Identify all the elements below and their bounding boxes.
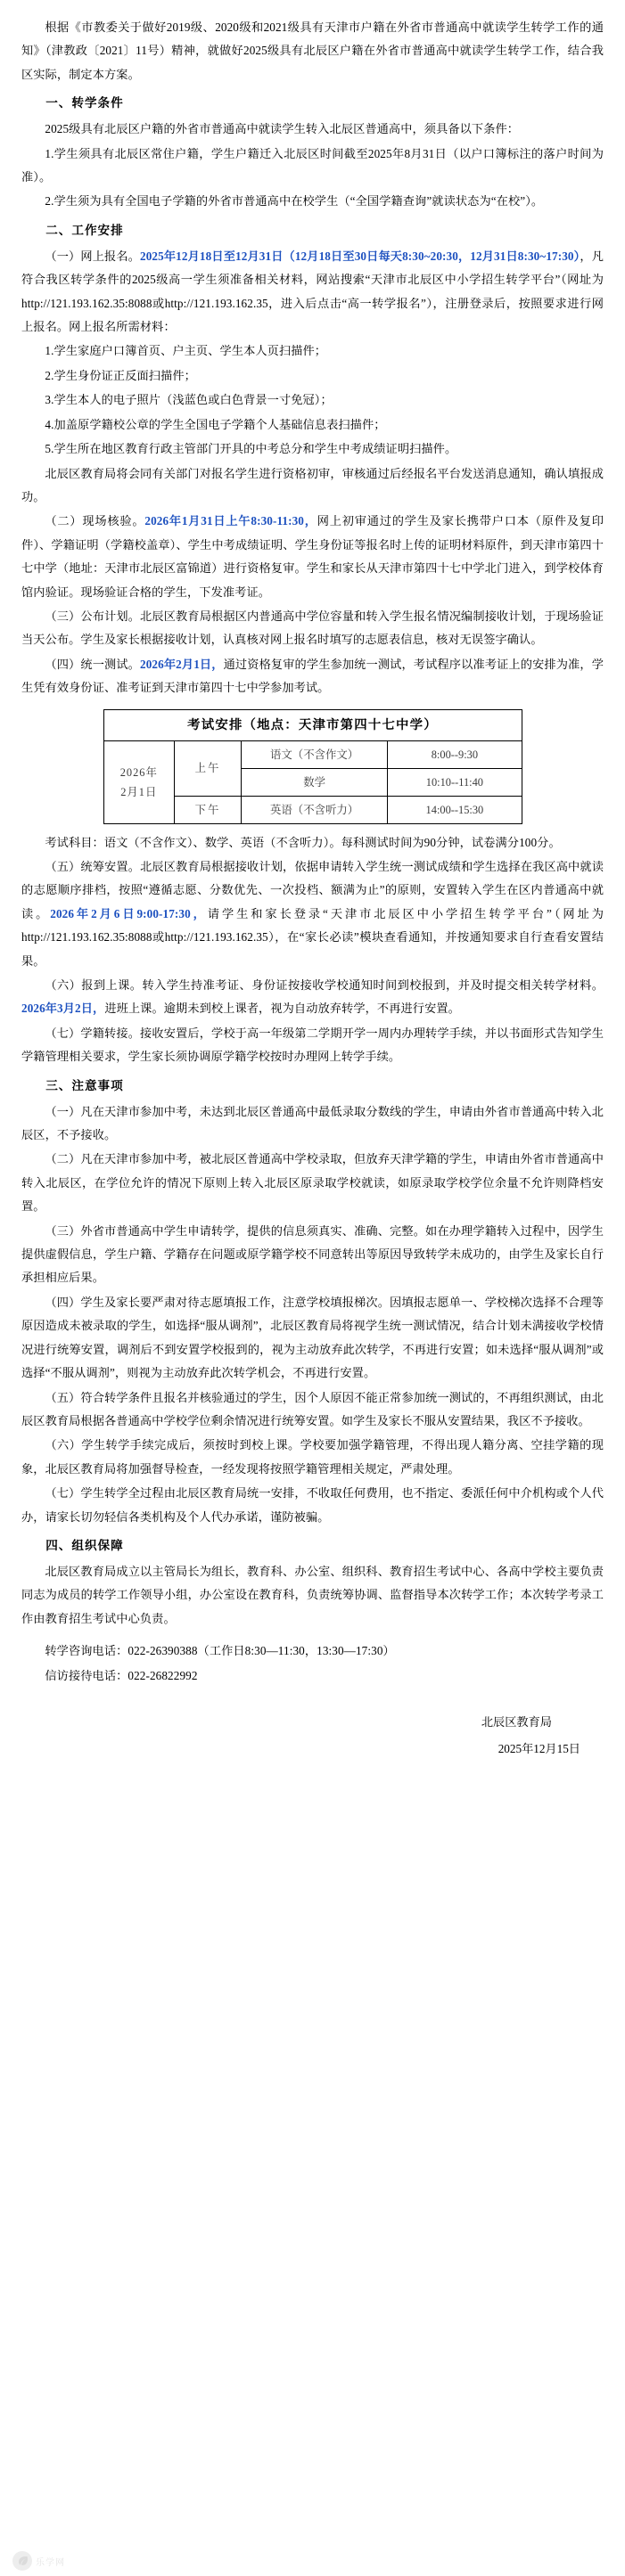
item1-date-highlight: 2025年12月18日至12月31日（12月18日至30日每天8:30~20:30，12月31日8:30~17:30） — [140, 249, 580, 263]
item2-date-highlight: 2026年1月31日上午8:30-11:30， — [144, 514, 317, 528]
exam-table-title: 考试安排（地点：天津市第四十七中学） — [103, 709, 522, 740]
exam-time-chinese: 8:00--9:30 — [388, 740, 522, 768]
watermark-text: 乐学网 — [36, 2557, 65, 2568]
item6-prefix: （六）报到上课。 — [45, 978, 143, 992]
complaint-phone: 信访接待电话：022-26822992 — [45, 1668, 198, 1682]
material-item-5: 5.学生所在地区教育行政主管部门开具的中考总分和学生中考成绩证明扫描件。 — [45, 442, 457, 456]
item1-prefix: （一）网上报名。 — [45, 249, 141, 263]
materials-note: 北辰区教育局将会同有关部门对报名学生进行资格初审，审核通过后经报名平台发送消息通知，确认填报成功。 — [21, 466, 604, 503]
issue-date: 2025年12月15日 — [498, 1741, 580, 1755]
contact-block — [21, 1640, 604, 1688]
exam-time-math: 10:10--11:40 — [388, 768, 522, 796]
exam-subject-english: 英语（不含听力） — [241, 796, 387, 823]
exam-date-cell — [103, 740, 175, 823]
leaf-logo-icon — [12, 2551, 32, 2571]
item1-rest: ，凡符合我区转学条件的2025级高一学生须准备相关材料，网站搜索“天津市北辰区中小学招生转学平台”（网址为http://121.193.162.35:8088或http://121.193.162.35，进入后点击“高一转学报名”），注册登录后，按照要求进行网上报名。网上报名所需材料： — [21, 249, 604, 334]
consultation-phone: 转学咨询电话：022-26390388（工作日8:30—11:30，13:30—17:30） — [45, 1644, 395, 1658]
section1-item-2: 2.学生须为具有全国电子学籍的外省市普通高中在校学生（“全国学籍查询”就读状态为“在校”）。 — [45, 194, 544, 209]
item2-prefix: （二）现场核验。 — [45, 514, 145, 528]
section-heading-2: 二、工作安排 — [45, 223, 124, 238]
section3-item-4: （四）学生及家长要严肃对待志愿填报工作，注意学校填报梯次。因填报志愿单一、学校梯次选择不合理等原因造成未被录取的学生，如选择“服从调剂”，北辰区教育局将视学生统一测试情况，结合计划未满接收学校情况进行统筹安置，调剂后不到安置学校报到的，视为主动放弃此次转学，不再进行安置；如未选择“服从调剂”或选择“不服从调剂”，则视为主动放弃此次转学机会，不再进行安置。 — [21, 1295, 604, 1380]
item4-date-highlight: 2026年2月1日， — [140, 657, 224, 671]
exam-subject-chinese: 语文（不含作文） — [241, 740, 387, 768]
exam-schedule-table-wrapper — [21, 709, 604, 824]
material-item-1: 1.学生家庭户口簿首页、户主页、学生本人页扫描件； — [45, 344, 327, 358]
table-title-row — [103, 709, 522, 740]
section-heading-1: 一、转学条件 — [45, 96, 124, 111]
item4-rest: 通过资格复审的学生参加统一测试，考试程序以准考证上的安排为准，学生凭有效身份证、准考证到天津市第四十七中学参加考试。 — [21, 657, 604, 695]
exam-schedule-table — [103, 709, 522, 824]
section2-item-3: （三）公布计划。北辰区教育局根据区内普通高中学位容量和转入学生报名情况编制接收计划，于现场验证当天公布。学生及家长根据接收计划，认真核对网上报名时填写的志愿表信息，核对无误签字确认。 — [21, 609, 604, 647]
section2-item-1 — [21, 245, 604, 339]
item4-prefix: （四）统一测试。 — [45, 657, 140, 671]
item6-date-highlight: 2026年3月2日， — [21, 1002, 105, 1016]
item5-rest: 请学生和家长登录“天津市北辰区中小学招生转学平台”（网址为http://121.193.162.35:8088或http://121.193.162.35），在“家长必读”模块查看通知，并按通知要求自行查看安置结果。 — [21, 906, 604, 968]
section3-item-3: （三）外省市普通高中学生申请转学，提供的信息须真实、准确、完整。如在办理学籍转入过程中，因学生提供虚假信息，学生户籍、学籍存在问题或原学籍学校不同意转出等原因导致转学未成功的，由学生及家长自行承担相应后果。 — [21, 1223, 604, 1285]
item5-before: 北辰区教育局根据接收计划，依据申请转入学生统一测试成绩和学生选择在我区高中就读的志愿顺序排档，按照“遵循志愿、分数优先、一次投档、额满为止”的原则，安置转入学生在区内普通高中就读。 — [21, 859, 604, 920]
section4-body: 北辰区教育局成立以主管局长为组长，教育科、办公室、组织科、教育招生考试中心、各高中学校主要负责同志为成员的转学工作领导小组，办公室设在教育科，负责统筹协调、监督指导本次转学工作；本次转学考录工作由教育招生考试中心负责。 — [21, 1564, 604, 1625]
section2-item-2 — [21, 510, 604, 604]
issuer-signature: 北辰区教育局 — [481, 1714, 552, 1729]
table-row — [103, 740, 522, 768]
item6-before: 转入学生持准考证、身份证按接收学校通知时间到校报到，并及时提交相关转学材料。 — [142, 978, 604, 992]
exam-date-line-2: 2月1日 — [120, 785, 158, 798]
material-item-2: 2.学生身份证正反面扫描件； — [45, 368, 196, 382]
section2-item-6 — [21, 974, 604, 1021]
section3-item-5: （五）符合转学条件且报名并核验通过的学生，因个人原因不能正常参加统一测试的，不再组织测试，由北辰区教育局根据各普通高中学校学位剩余情况进行统筹安置。如学生及家长不服从安置结果，我区不予接收。 — [21, 1390, 604, 1427]
exam-halfday-morning: 上午 — [175, 740, 242, 796]
section-heading-3: 三、注意事项 — [45, 1078, 124, 1093]
section3-item-7: （七）学生转学全过程由北辰区教育局统一安排，不收取任何费用，也不指定、委派任何中介机构或个人代办，请家长切勿轻信各类机构及个人代办承诺，谨防被骗。 — [21, 1486, 604, 1524]
section1-item-1: 1.学生须具有北辰区常住户籍，学生户籍迁入北辰区时间截至2025年8月31日（以户口簿标注的落户时间为准）。 — [21, 146, 604, 184]
section2-item-7: （七）学籍转接。接收安置后，学校于高一年级第二学期开学一周内办理转学手续，并以书面形式告知学生学籍管理相关要求，学生家长须协调原学籍学校按时办理网上转学手续。 — [21, 1026, 604, 1064]
exam-subjects-note: 考试科目：语文（不含作文）、数学、英语（不含听力）。每科测试时间为90分钟，试卷满分100分。 — [45, 835, 561, 849]
item5-prefix: （五）统筹安置。 — [45, 859, 141, 873]
section1-lead: 2025级具有北辰区户籍的外省市普通高中就读学生转入北辰区普通高中，须具备以下条件： — [45, 122, 520, 136]
exam-date-line-1: 2026年 — [119, 765, 158, 779]
exam-subject-math: 数学 — [241, 768, 387, 796]
section2-item-5 — [21, 855, 604, 973]
exam-halfday-afternoon: 下午 — [175, 796, 242, 823]
material-item-4: 4.加盖原学籍校公章的学生全国电子学籍个人基础信息表扫描件； — [45, 417, 386, 431]
section3-item-6: （六）学生转学手续完成后，须按时到校上课。学校要加强学籍管理，不得出现人籍分离、空挂学籍的现象，北辰区教育局将加强督导检查，一经发现将按照学籍管理相关规定，严肃处理。 — [21, 1438, 604, 1476]
intro-paragraph: 根据《市教委关于做好2019级、2020级和2021级具有天津市户籍在外省市普通高中就读学生转学工作的通知》（津教政〔2021〕11号）精神，就做好2025级具有北辰区户籍在外省市普通高中就读学生转学工作，结合我区实际，制定本方案。 — [21, 20, 604, 81]
item6-rest: 进班上课。逾期未到校上课者，视为自动放弃转学，不再进行安置。 — [104, 1002, 460, 1016]
section3-item-2: （二）凡在天津市参加中考，被北辰区普通高中学校录取，但放弃天津学籍的学生，申请由外省市普通高中转入北辰区，在学位允许的情况下原则上转入北辰区原录取学校就读，如原录取学校学位余量不允许则降档安置。 — [21, 1152, 604, 1214]
item2-rest: 网上初审通过的学生及家长携带户口本（原件及复印件）、学籍证明（学籍校盖章）、学生中考成绩证明、学生身份证等报名时上传的证明材料原件，到天津市第四十七中学（地址：天津市北辰区富锦道）进行资格复审。学生和家长从天津市第四十七中学北门进入，到学校体育馆内验证。现场验证合格的学生，下发准考证。 — [21, 514, 604, 599]
material-item-3: 3.学生本人的电子照片（浅蓝色或白色背景一寸免冠）； — [45, 393, 333, 407]
section2-item-4 — [21, 653, 604, 700]
item5-date-highlight: 2026年2月6日9:00-17:30， — [50, 906, 208, 920]
exam-time-english: 14:00--15:30 — [388, 796, 522, 823]
section-heading-4: 四、组织保障 — [45, 1538, 124, 1553]
watermark — [12, 2551, 65, 2571]
section3-item-1: （一）凡在天津市参加中考，未达到北辰区普通高中最低录取分数线的学生，申请由外省市普通高中转入北辰区，不予接收。 — [21, 1104, 604, 1142]
